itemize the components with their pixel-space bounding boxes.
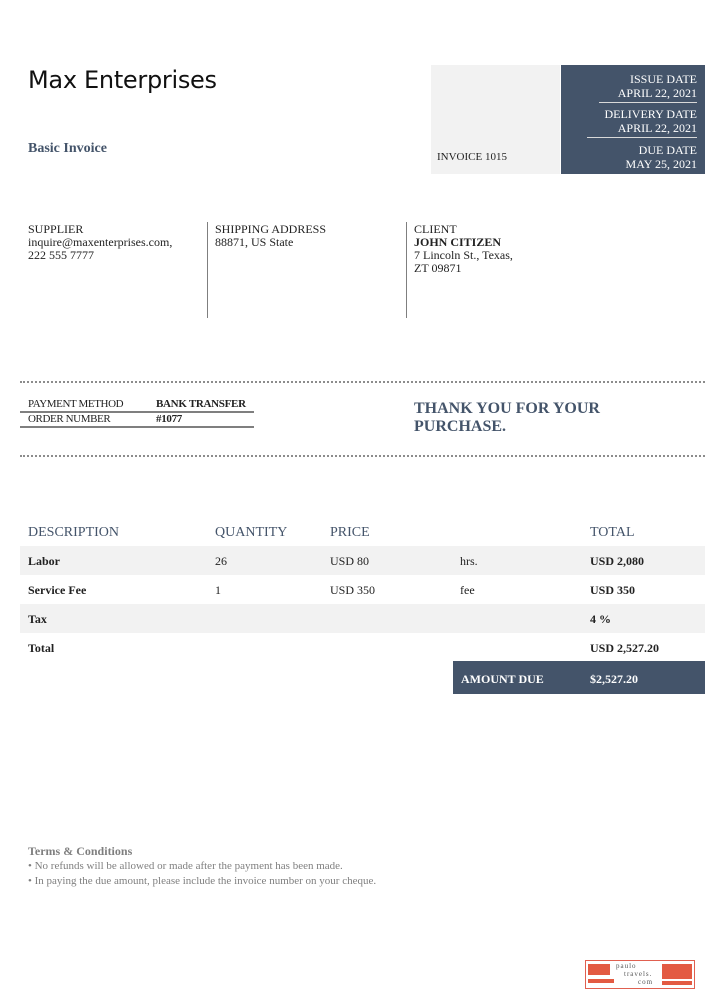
client-address-line2: ZT 09871 [414, 261, 462, 275]
shipping-address: 88871, US State [215, 235, 294, 249]
payment-method-row [20, 398, 254, 413]
delivery-date [587, 107, 697, 138]
header-quantity: QUANTITY [215, 525, 288, 540]
table-row [20, 575, 705, 604]
supplier-phone: 222 555 7777 [28, 248, 94, 262]
table-row [20, 546, 705, 575]
row-total: USD 2,080 [590, 554, 645, 568]
row-quantity: 26 [215, 554, 227, 568]
payment-method-value: BANK TRANSFER [156, 398, 246, 410]
row-price: USD 80 [330, 554, 370, 568]
row-price: USD 350 [330, 583, 376, 597]
logo-line: com [638, 978, 654, 986]
order-number-value: #1077 [156, 413, 183, 425]
logo-line: travels. [624, 970, 653, 978]
row-unit: hrs. [460, 554, 478, 568]
line-items-table [20, 519, 705, 662]
dotted-divider [20, 455, 705, 457]
row-total: USD 2,527.20 [590, 641, 660, 655]
delivery-date-value: APRIL 22, 2021 [617, 121, 697, 135]
row-unit: fee [460, 583, 475, 597]
client-address-line1: 7 Lincoln St., Texas, [414, 248, 513, 262]
payment-method-label: PAYMENT METHOD [28, 398, 124, 410]
header-description: DESCRIPTION [28, 525, 120, 540]
watermark-logo [585, 960, 695, 989]
company-name: Max Enterprises [28, 66, 217, 94]
invoice-subtitle: Basic Invoice [28, 141, 107, 156]
supplier-label: SUPPLIER [28, 222, 84, 236]
delivery-date-label: DELIVERY DATE [604, 107, 697, 121]
terms-title: Terms & Conditions [28, 844, 133, 858]
logo-line: paulo [616, 962, 637, 970]
shipping-label: SHIPPING ADDRESS [215, 222, 327, 236]
invoice-number: INVOICE 1015 [437, 151, 507, 163]
row-total: 4 % [590, 612, 611, 626]
due-date-value: MAY 25, 2021 [625, 157, 697, 171]
client-name: JOHN CITIZEN [414, 235, 502, 249]
payment-info [20, 398, 254, 428]
logo-stripe [662, 981, 692, 985]
client-block [414, 223, 513, 275]
issue-date [599, 72, 697, 103]
row-description: Tax [28, 612, 47, 626]
due-date-label: DUE DATE [638, 143, 697, 157]
due-date [597, 143, 697, 171]
table-row [20, 633, 705, 662]
logo-stripe [662, 964, 692, 979]
row-total: USD 350 [590, 583, 636, 597]
row-description: Labor [28, 554, 61, 568]
shipping-block [215, 223, 326, 249]
row-quantity: 1 [215, 583, 221, 597]
table-row [20, 604, 705, 633]
order-number-row [20, 413, 254, 428]
divider [406, 222, 407, 318]
supplier-email: inquire@maxenterprises.com, [28, 235, 173, 249]
dates-panel [561, 65, 705, 174]
thank-you-message: THANK YOU FOR YOUR PURCHASE. [414, 400, 600, 435]
logo-stripe [588, 964, 610, 975]
amount-due-label: AMOUNT DUE [461, 672, 544, 686]
order-number-label: ORDER NUMBER [28, 413, 111, 425]
terms-conditions [28, 844, 376, 889]
divider [207, 222, 208, 318]
issue-date-value: APRIL 22, 2021 [617, 86, 697, 100]
table-header [20, 519, 705, 546]
header-total: TOTAL [590, 525, 635, 540]
row-description: Service Fee [28, 583, 87, 597]
logo-text [616, 962, 666, 986]
terms-item: • In paying the due amount, please include the invoice number on your cheque. [28, 875, 377, 887]
supplier-block [28, 223, 172, 262]
terms-item: • No refunds will be allowed or made after the payment has been made. [28, 860, 343, 872]
issue-date-label: ISSUE DATE [629, 72, 697, 86]
row-description: Total [28, 641, 55, 655]
amount-due-bar [453, 661, 705, 694]
header-price: PRICE [330, 525, 370, 540]
amount-due-value: $2,527.20 [590, 672, 638, 686]
logo-stripe [588, 979, 614, 983]
dotted-divider [20, 381, 705, 383]
client-label: CLIENT [414, 222, 457, 236]
